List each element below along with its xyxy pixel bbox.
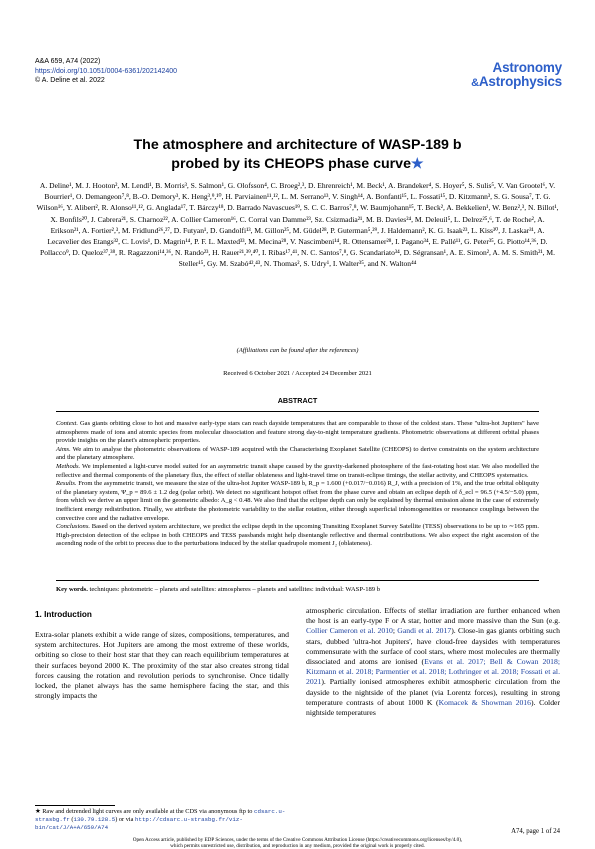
affiliations-note: (Affiliations can be found after the references)	[236, 347, 359, 354]
paper-title	[40, 136, 555, 174]
abstract-body	[56, 420, 539, 549]
doi-link[interactable]: https://doi.org/10.1051/0004-6361/202142400	[35, 67, 178, 75]
section-heading-introduction: 1. Introduction	[35, 610, 92, 619]
right-column	[306, 606, 560, 718]
title-footnote-marker[interactable]: ★	[410, 156, 424, 172]
journal-logo-ampersand: &	[471, 76, 479, 89]
citation-link[interactable]: Collier Cameron et al. 2010	[306, 626, 393, 636]
citation-link[interactable]: Komacek & Showman 2016	[438, 697, 531, 707]
abstract-aims: Aims. We aim to analyse the photometric observations of WASP-189 acquired with the Characterising Exoplanet Satellite (CHEOPS) to derive constraints on the system architecture and the planetary atmosphere.	[56, 445, 539, 462]
citation-link[interactable]: Gandi et al. 2017	[397, 626, 452, 636]
title-line-1: The atmosphere and architecture of WASP-189 b	[133, 137, 462, 153]
ip-address[interactable]: 130.79.128.5	[73, 816, 116, 823]
keywords	[56, 586, 539, 593]
article-meta	[35, 57, 177, 86]
footnote-rule	[35, 805, 115, 806]
footnote: ★ Raw and detrended light curves are only available at the CDS via anonymous ftp to cdsarc.u-strasbg.fr (130.79.128.5) or via http://cdsarc.u-strasbg.fr/viz-bin/cat/J/A+A/659/A74	[35, 808, 286, 831]
left-column	[35, 630, 289, 701]
abstract-conclusions: Conclusions. Based on the derived system architecture, we predict the eclipse depth in the upcoming Transiting Exoplanet Survey Satellite (TESS) observations to be up to ∼165 ppm. High-precision detection of the eclipse in both CHEOPS and TESS passbands might help disentangle reflective and thermal contributions. We also expect the right ascension of the ascending node of the orbit to precess due to the perturbations induced by the stellar quadrupole moment J₂ (oblateness).	[56, 523, 539, 548]
license-footer	[40, 837, 555, 849]
received-dates: Received 6 October 2021 / Accepted 24 December 2021	[223, 370, 372, 377]
introduction-paragraph-right: atmospheric circulation. Effects of stellar irradiation are further enhanced when the host is an early-type F or A star, hotter and more massive than the Sun (e.g. Collier Cameron et al. 2010; Gandi et al. 2017). Close-in gas giants orbiting such stars, dubbed 'ultra-hot Jupiters', have cloud-free daysides with temperatures commensurate with the surface of cool stars, where most molecules are thermally dissociated and atoms are ionised (Evans et al. 2017; Bell & Cowan 2018; Kitzmann et al. 2018; Parmentier et al. 2018; Lothringer et al. 2018; Fossati et al. 2021). Partially ionised atmospheres exhibit atmospheric circulation from the dayside to the nightside of the planet (via Lorentz forces), resulting in strong temperature contrasts of about 1000 K (Komacek & Showman 2016). Colder nightside temperatures	[306, 606, 561, 718]
abstract-context: Context. Gas giants orbiting close to hot and massive early-type stars can reach dayside temperatures that are comparable to those of the coldest stars. These "ultra-hot Jupiters" have atmospheres made of ions and atomic species from molecular dissociation and feature strong day-to-night temperature gradients. Photometric observations at different orbital phases provide insights on the planet's atmospheric properties.	[56, 420, 539, 445]
page-number: A74, page 1 of 24	[511, 828, 560, 835]
journal-logo	[471, 61, 562, 90]
abstract-methods: Methods. We implemented a light-curve model suited for an asymmetric transit shape caused by the gravity-darkened photosphere of the fast-rotating host star. We also modelled the reflective and thermal components of the planetary flux, the effect of stellar oblateness and light-travel time on transit-eclipse timings, the stellar activity, and CHEOPS systematics.	[56, 462, 539, 479]
title-line-2: probed by its CHEOPS phase curve	[171, 156, 411, 172]
journal-logo-line2: Astrophysics	[478, 73, 562, 89]
introduction-paragraph-left: Extra-solar planets exhibit a wide range of sizes, compositions, temperatures, and system architectures. Hot Jupiters are among the most extreme of these worlds, orbiting so close to their host star that they can reach equilibrium temperatures at their surfaces beyond 2000 K. The proximity of the star also creates strong tidal forces causing the rotation and revolution periods to synchronise. Once tidally locked, the planet always has the same hemisphere facing the star, and this strongly impacts the	[35, 630, 289, 701]
abstract-top-rule	[56, 411, 539, 412]
keywords-text: techniques: photometric – planets and satellites: atmospheres – planets and satellites: individual: WASP-189 b	[89, 586, 381, 593]
license-line-1: Open Access article, published by EDP Sciences, under the terms of the Creative Commons Attribution License (https://creativecommons.org/licenses/by/4.0),	[132, 837, 463, 843]
citation-link[interactable]: Evans et al. 2017; Bell & Cowan 2018; Kitzmann et al. 2018; Parmentier et al. 2018; Lothringer et al. 2018; Fossati et al. 2021	[306, 657, 560, 687]
abstract-results: Results. From the asymmetric transit, we measure the size of the ultra-hot Jupiter WASP-189 b, R_p = 1.600 (+0.017/−0.016) R_J, with a precision of 1%, and the true orbital obliquity of the planetary system, Ψ_p = 89.6 ± 1.2 deg (polar orbit). We detect no significant hotspot offset from the phase curve and obtain an eclipse depth of δ_ecl = 96.5 (+4.5/−5.0) ppm, from which we derive an upper limit on the geometric albedo: A_g < 0.48. We also find that the eclipse depth can only be explained by thermal emission alone in the case of extremely inefficient energy redistribution. Finally, we attribute the photometric variability to the stellar rotation, either through superficial inhomogeneities or resonance couplings between the convective core and the radiative envelope.	[56, 480, 540, 522]
abstract-bottom-rule	[56, 580, 539, 581]
abstract-heading: ABSTRACT	[277, 396, 318, 405]
cds-link[interactable]: http://cdsarc.u-strasbg.fr/viz-bin/cat/J/A+A/659/A74	[35, 816, 243, 831]
journal-logo-line1: Astronomy	[492, 60, 562, 75]
ftp-link[interactable]: cdsarc.u-strasbg.fr	[35, 808, 286, 823]
journal-reference: A&A 659, A74 (2022)	[35, 58, 101, 65]
license-line-2: which permits unrestricted use, distribution, and reproduction in any medium, provided the original work is properly cited.	[170, 843, 425, 849]
footnote-marker: ★	[35, 808, 41, 815]
copyright: © A. Deline et al. 2022	[35, 77, 105, 85]
keywords-label: Key words.	[56, 586, 88, 593]
author-list: A. Deline¹, M. J. Hooton², M. Lendl¹, B. Morris³, S. Salmon¹, G. Olofsson⁴, C. Broeg²,³, D. Ehrenreich¹, M. Beck¹, A. Brandeker⁴, S. Hoyer⁵, S. Sulis⁵, V. Van Grootel⁶, V. Bourrier¹, O. Demangeon⁷,⁸, B.-O. Demory³, K. Heng³,⁹,¹⁰, H. Parviainen¹¹,¹², L. M. Serrano¹³, V. Singh¹⁴, A. Bonfanti¹⁵, L. Fossati¹⁵, D. Kitzmann³, S. G. Sousa⁷, T. G. Wilson¹⁶, Y. Alibert², R. Alonso¹¹,¹², G. Anglada¹⁷, T. Bárczy¹⁸, D. Barrado Navascues¹⁹, S. C. C. Barros⁷,⁸, W. Baumjohann¹⁵, T. Beck², A. Bekkelien¹, W. Benz²,³, N. Billot¹, X. Bonfils²⁰, J. Cabrera²¹, S. Charnoz²², A. Collier Cameron¹⁶, C. Corral van Damme²³, Sz. Csizmadia²¹, M. B. Davies²⁴, M. Deleuil⁵, L. Delrez²⁵,⁶, T. de Roche², A. Erikson²¹, A. Fortier²,³, M. Fridlund²⁶,²⁷, D. Futyan¹, D. Gandolfi¹³, M. Gillon²⁵, M. Güdel²⁸, P. Guterman⁵,²⁹, J. Haldemann², K. G. Isaak²³, L. Kiss³⁰, J. Laskar³¹, A. Lecavelier des Etangs³², C. Lovis¹, D. Magrin¹⁴, P. F. L. Maxted³³, M. Mecina²⁸, V. Nascimbeni¹⁴, R. Ottensamer²⁸, I. Pagano³⁴, E. Pallé¹¹, G. Peter³⁵, G. Piotto¹⁴,³⁶, D. Pollacco⁹, D. Queloz³⁷,³⁸, R. Ragazzoni¹⁴,³⁶, N. Rando²³, H. Rauer²¹,³⁹,⁴⁰, I. Ribas¹⁷,⁴¹, N. C. Santos⁷,⁸, G. Scandariato³⁴, D. Ségransan¹, A. E. Simon², A. M. S. Smith²¹, M. Steller¹⁵, Gy. M. Szabó⁴²,⁴³, N. Thomas², S. Udry¹, I. Walter³⁵, and N. Walton⁴⁴	[36, 181, 559, 269]
